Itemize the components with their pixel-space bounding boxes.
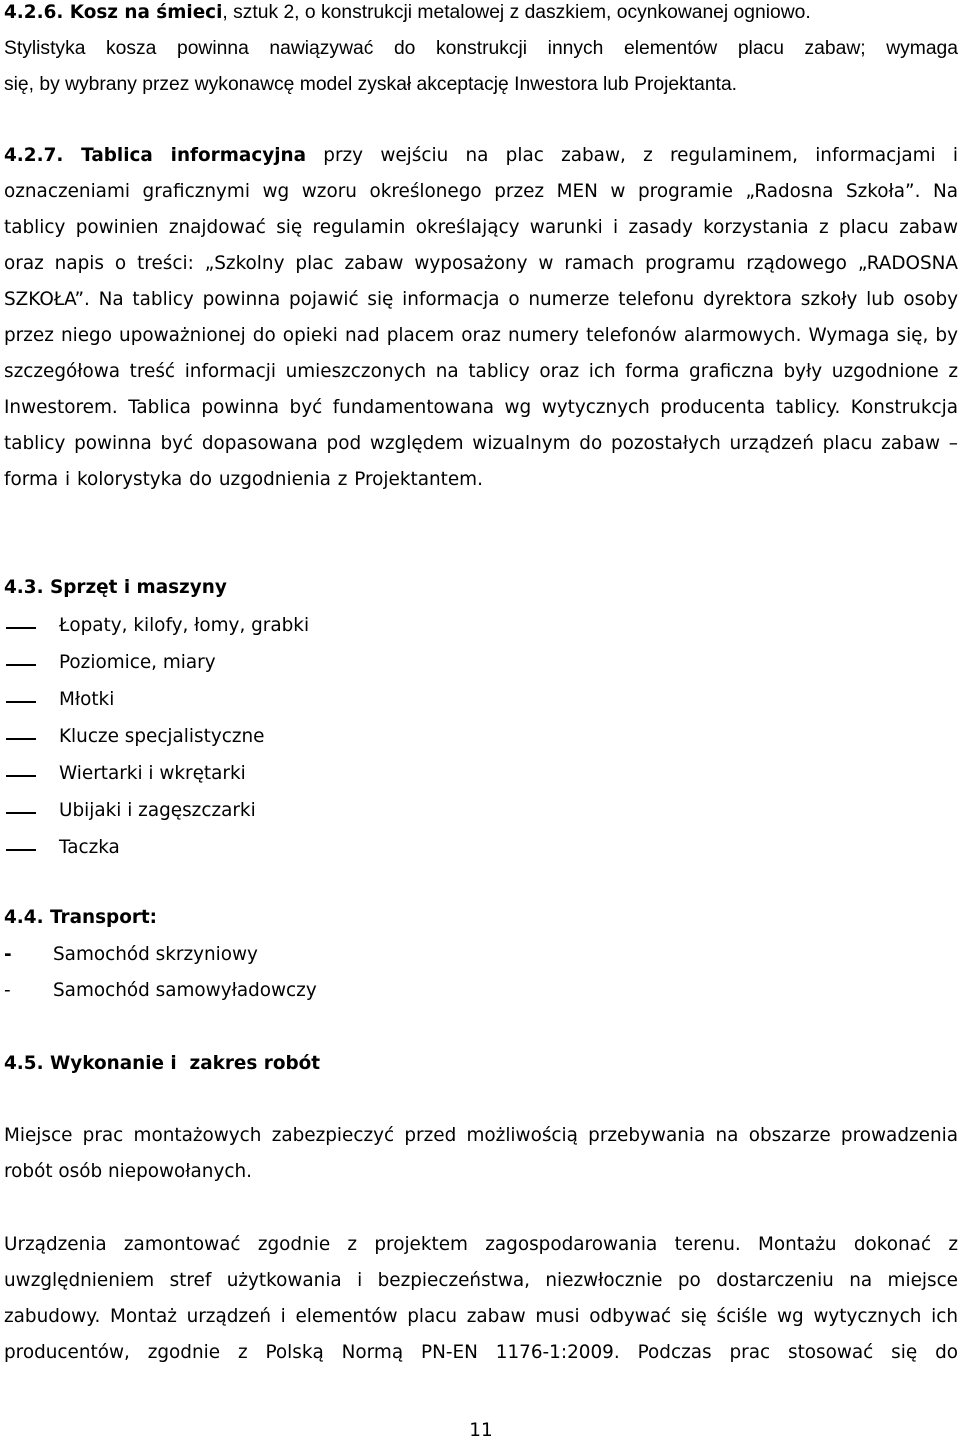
dash-bullet-icon bbox=[6, 775, 36, 777]
hyphen-bullet: - bbox=[4, 980, 11, 1001]
list-item bbox=[4, 973, 958, 1009]
section-4-2-6-heading bbox=[4, 2, 222, 23]
section-4-2-7-number: 4.2.7. bbox=[4, 145, 64, 166]
section-4-3-title: Sprzęt i maszyny bbox=[49, 577, 227, 598]
section-4-2-6-line-3: się, by wybrany przez wykonawcę model zyskał akceptację Inwestora lub Projektanta. bbox=[4, 74, 738, 95]
section-4-2-6-text-1: , sztuk 2, o konstrukcji metalowej z daszkiem, ocynkowanej ogniowo. bbox=[222, 2, 811, 23]
dash-bullet-icon bbox=[6, 701, 36, 703]
section-4-4-heading bbox=[4, 900, 958, 936]
list-item-text: Łopaty, kilofy, łomy, grabki bbox=[59, 615, 310, 636]
list-item bbox=[4, 793, 958, 830]
section-4-2-6-title: Kosz na śmieci bbox=[69, 2, 223, 23]
section-4-2-7 bbox=[4, 138, 958, 498]
section-4-2-6-line-1 bbox=[4, 0, 958, 31]
section-4-5-heading bbox=[4, 1046, 958, 1082]
section-4-2-6 bbox=[4, 0, 958, 103]
list-item bbox=[4, 719, 958, 756]
dash-bullet-icon bbox=[6, 627, 36, 629]
page-number: 11 bbox=[469, 1420, 493, 1441]
section-4-2-7-text: przy wejściu na plac zabaw, z regulaminem, informacjami i oznaczeniami graficznymi wg wzoru określonego przez MEN w programie „Radosna Szkoła”. Na tablicy powinien znajdować się regulamin określający warunki i zasady korzystania z placu zabaw oraz napis o treści: „Szkolny plac zabaw wyposażony w ramach programu rządowego „RADOSNA SZKOŁA”. Na tablicy powinna pojawić się informacja o numerze telefonu dyrektora szkoły lub osoby przez niego upoważnionej do opieki nad placem oraz numery telefonów alarmowych. Wymaga się, by szczegółowa treść informacji umieszczonych na tablicy oraz ich forma graficzna były uzgodnione z Inwestorem. Tablica powinna być fundamentowana wg wytycznych producenta tablicy. Konstrukcja tablicy powinna być dopasowana pod względem wizualnym do pozostałych urządzeń placu zabaw – forma i kolorystyka do uzgodnienia z Projektantem. bbox=[4, 145, 958, 490]
paragraph-text: Urządzenia zamontować zgodnie z projektem zagospodarowania terenu. Montażu dokonać z uwzględnieniem stref użytkowania i bezpieczeństwa, niezwłocznie po dostarczeniu na miejsce zabudowy. Montaż urządzeń i elementów placu zabaw musi odbywać się ściśle wg wytycznych ich producentów, zgodnie z Polską Normą PN-EN 1176-1:2009. Podczas prac stosować się do bbox=[4, 1234, 958, 1363]
list-item-text: Klucze specjalistyczne bbox=[59, 726, 265, 747]
transport-list bbox=[4, 937, 958, 1009]
section-4-2-6-number: 4.2.6. bbox=[4, 2, 64, 23]
list-item bbox=[4, 937, 958, 973]
section-4-5-number: 4.5. bbox=[4, 1053, 44, 1074]
list-item-text: Wiertarki i wkrętarki bbox=[59, 763, 246, 784]
list-item bbox=[4, 645, 958, 682]
equipment-list bbox=[4, 608, 958, 867]
section-4-5-paragraph-1 bbox=[4, 1118, 958, 1190]
section-4-4-title: Transport: bbox=[49, 907, 158, 928]
dash-bullet-icon bbox=[6, 738, 36, 740]
list-item-text: Samochód samowyładowczy bbox=[53, 980, 317, 1001]
section-4-5-paragraph-2 bbox=[4, 1227, 958, 1371]
section-4-2-6-line-2: Stylistyka kosza powinna nawiązywać do konstrukcji innych elementów placu zabaw; wymaga bbox=[4, 38, 958, 59]
hyphen-bullet: - bbox=[4, 944, 12, 965]
dash-bullet-icon bbox=[6, 812, 36, 814]
section-4-2-7-title: Tablica informacyjna bbox=[81, 145, 307, 166]
section-4-5-title: Wykonanie i zakres robót bbox=[49, 1053, 321, 1074]
paragraph-text: Miejsce prac montażowych zabezpieczyć przed możliwością przebywania na obszarze prowadzenia robót osób niepowołanych. bbox=[4, 1125, 958, 1182]
dash-bullet-icon bbox=[6, 664, 36, 666]
list-item-text: Poziomice, miary bbox=[59, 652, 216, 673]
list-item bbox=[4, 682, 958, 719]
list-item-text: Ubijaki i zagęszczarki bbox=[59, 800, 256, 821]
section-4-2-7-heading bbox=[4, 145, 306, 166]
list-item-text: Młotki bbox=[59, 689, 115, 710]
list-item bbox=[4, 756, 958, 793]
section-4-3-number: 4.3. bbox=[4, 577, 44, 598]
list-item bbox=[4, 608, 958, 645]
section-4-4-number: 4.4. bbox=[4, 907, 44, 928]
list-item-text: Taczka bbox=[59, 837, 120, 858]
list-item bbox=[4, 830, 958, 867]
dash-bullet-icon bbox=[6, 849, 36, 851]
section-4-3-heading bbox=[4, 570, 958, 606]
list-item-text: Samochód skrzyniowy bbox=[53, 944, 258, 965]
